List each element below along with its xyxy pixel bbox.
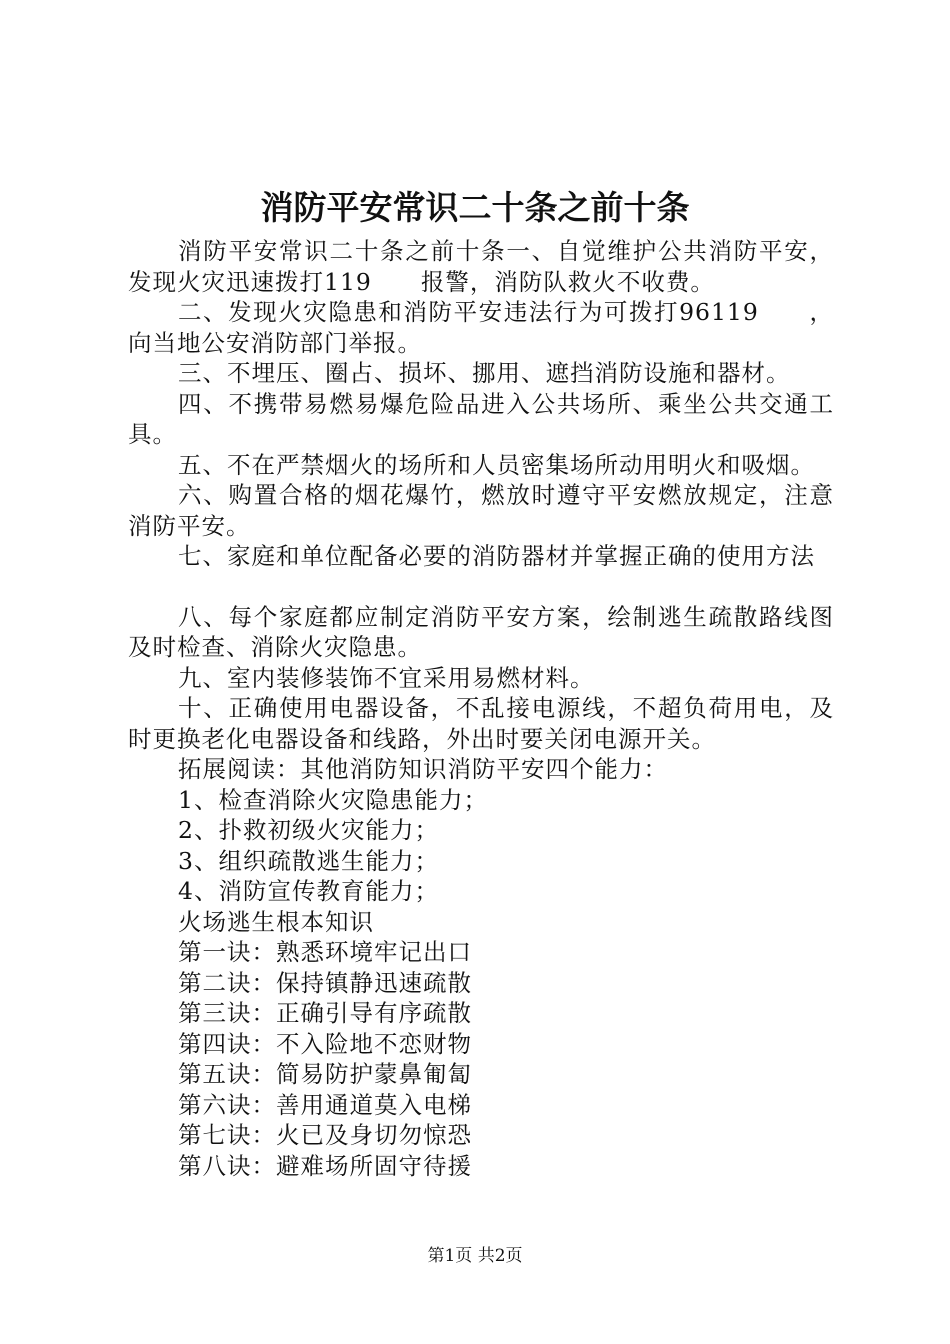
escape-tip-3: 第三诀：正确引导有序疏散 — [178, 999, 472, 1027]
paragraph-item-8: 八、每个家庭都应制定消防平安方案，绘制逃生疏散路线图及时检查、消除火灾隐患。 — [128, 602, 834, 661]
paragraph-item-3: 三、不埋压、圈占、损坏、挪用、遮挡消防设施和器材。 — [178, 359, 791, 387]
escape-tip-2: 第二诀：保持镇静迅速疏散 — [178, 968, 472, 997]
paragraph-item-9: 九、室内装修装饰不宜采用易燃材料。 — [178, 663, 595, 692]
paragraph-item-5: 五、不在严禁烟火的场所和人员密集场所动用明火和吸烟。 — [178, 450, 815, 479]
escape-tip-6: 第六诀：善用通道莫入电梯 — [178, 1090, 472, 1119]
paragraph-item-7: 七、家庭和单位配备必要的消防器材并掌握正确的使用方法 — [178, 542, 815, 570]
extended-reading-heading: 拓展阅读：其他消防知识消防平安四个能力： — [178, 755, 668, 783]
paragraph-item-6: 六、购置合格的烟花爆竹，燃放时遵守平安燃放规定，注意消防平安。 — [128, 481, 834, 540]
escape-tip-4: 第四诀：不入险地不恋财物 — [178, 1029, 472, 1058]
ability-item-3: 3、组织疏散逃生能力； — [178, 846, 439, 875]
paragraph-intro-item-1: 消防平安常识二十条之前十条一、自觉维护公共消防平安，发现火灾迅速拨打119 报警，消防队救火不收费。 — [128, 237, 834, 296]
document-body — [128, 236, 834, 1181]
escape-tip-7: 第七诀：火已及身切勿惊恐 — [178, 1121, 472, 1149]
ability-item-1: 1、检查消除火灾隐患能力； — [178, 785, 488, 814]
ability-item-4: 4、消防宣传教育能力； — [178, 877, 439, 905]
escape-tip-8: 第八诀：避难场所固守待援 — [178, 1151, 472, 1180]
escape-tip-5: 第五诀：简易防护蒙鼻匍匐 — [178, 1060, 472, 1088]
paragraph-item-2: 二、发现火灾隐患和消防平安违法行为可拨打96119 ，向当地公安消防部门举报。 — [128, 298, 834, 357]
ability-item-2: 2、扑救初级火灾能力； — [178, 816, 439, 844]
paragraph-item-4: 四、不携带易燃易爆危险品进入公共场所、乘坐公共交通工具。 — [128, 389, 834, 448]
paragraph-item-10: 十、正确使用电器设备，不乱接电源线，不超负荷用电，及时更换老化电器设备和线路，外出时要关闭电源开关。 — [128, 694, 834, 753]
escape-knowledge-heading: 火场逃生根本知识 — [178, 907, 374, 936]
escape-tip-1: 第一诀：熟悉环境牢记出口 — [178, 938, 472, 966]
page-number-footer: 第1页 共2页 — [427, 1246, 523, 1266]
page-title: 消防平安常识二十条之前十条 — [260, 188, 690, 227]
